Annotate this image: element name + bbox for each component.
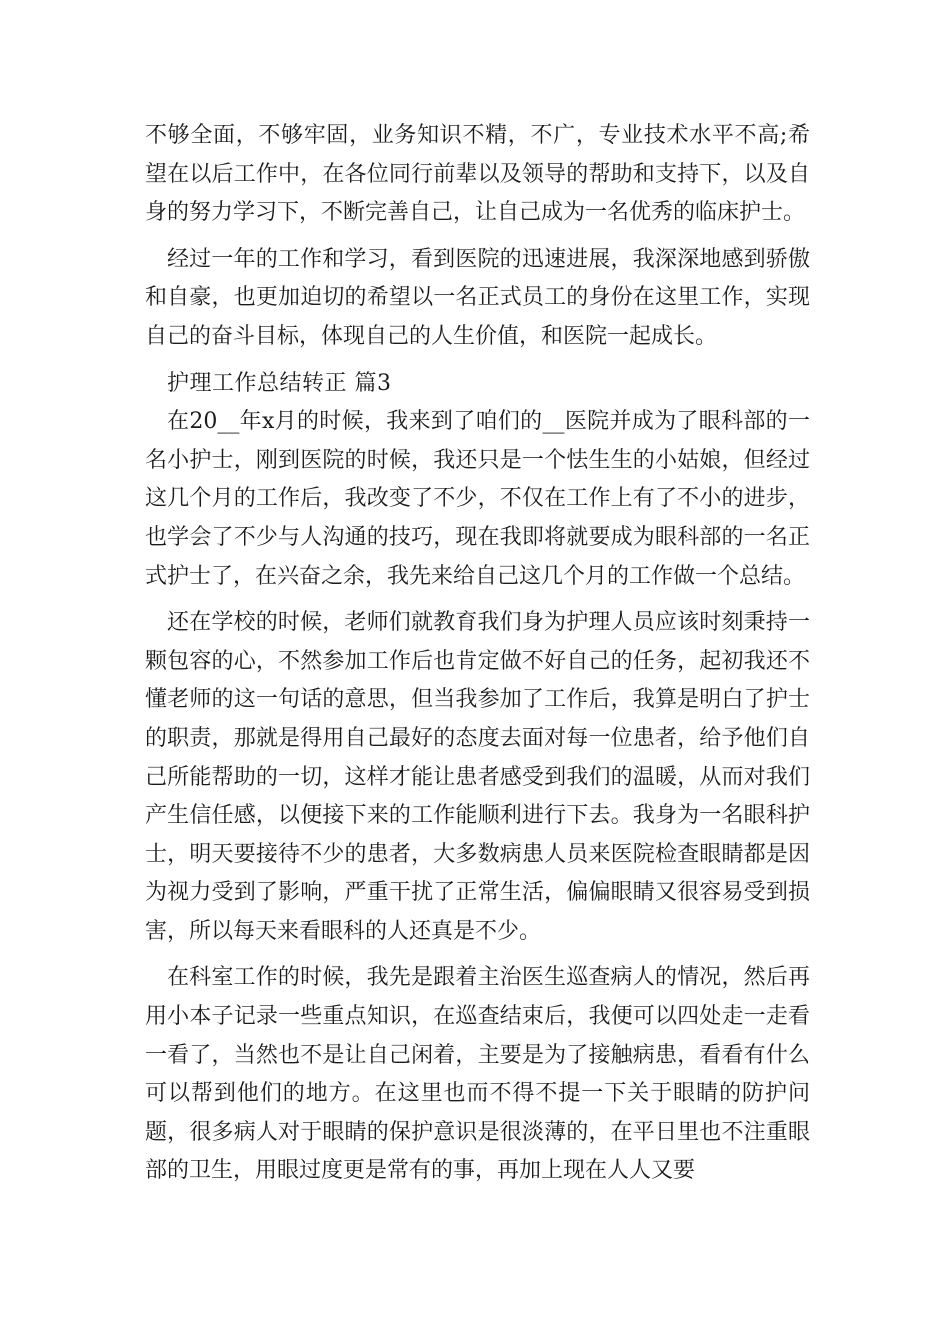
document-body <box>145 117 810 1199</box>
section-paragraph-department: 在科室工作的时候，我先是跟着主治医生巡查病人的情况，然后再用小本子记录一些重点知识，在巡查结束后，我便可以四处走一走看一看了，当然也不是让自己闲着，主要是为了接触病患，看看有什么可以帮到他们的地方。在这里也而不得不提一下关于眼睛的防护问题，很多病人对于眼睛的保护意识是很淡薄的，在平日里也不注重眼部的卫生，用眼过度更是常有的事，再加上现在人人又要 <box>145 965 810 1184</box>
section-paragraph-school: 还在学校的时候，老师们就教育我们身为护理人员应该时刻秉持一颗包容的心，不然参加工作后也肯定做不好自己的任务，起初我还不懂老师的这一句话的意思，但当我参加了工作后，我算是明白了护士的职责，那就是得用自己最好的态度去面对每一位患者，给予他们自己所能帮助的一切，这样才能让患者感受到我们的温暖，从而对我们产生信任感，以便接下来的工作能顺利进行下去。我身为一名眼科护士，明天要接待不少的患者，大多数病患人员来医院检查眼睛都是因为视力受到了影响，严重干扰了正常生活，偏偏眼睛又很容易受到损害，所以每天来看眼科的人还真是不少。 <box>145 610 810 944</box>
section-paragraph-intro: 在20__年x月的时候，我来到了咱们的__医院并成为了眼科部的一名小护士，刚到医院的时候，我还只是一个怯生生的小姑娘，但经过这几个月的工作后，我改变了不少，不仅在工作上有了不小的进步，也学会了不少与人沟通的技巧，现在我即将就要成为眼科部的一名正式护士了，在兴奋之余，我先来给自己这几个月的工作做一个总结。 <box>145 409 810 589</box>
paragraph-continuation: 不够全面，不够牢固，业务知识不精，不广，专业技术水平不高;希望在以后工作中，在各位同行前辈以及领导的帮助和支持下，以及自身的努力学习下，不断完善自己，让自己成为一名优秀的临床护士。 <box>145 123 810 226</box>
section-heading: 护理工作总结转正 篇3 <box>167 370 392 396</box>
paragraph-conclusion: 经过一年的工作和学习，看到医院的迅速进展，我深深地感到骄傲和自豪，也更加迫切的希望以一名正式员工的身份在这里工作，实现自己的奋斗目标，体现自己的人生价值，和医院一起成长。 <box>145 246 810 349</box>
